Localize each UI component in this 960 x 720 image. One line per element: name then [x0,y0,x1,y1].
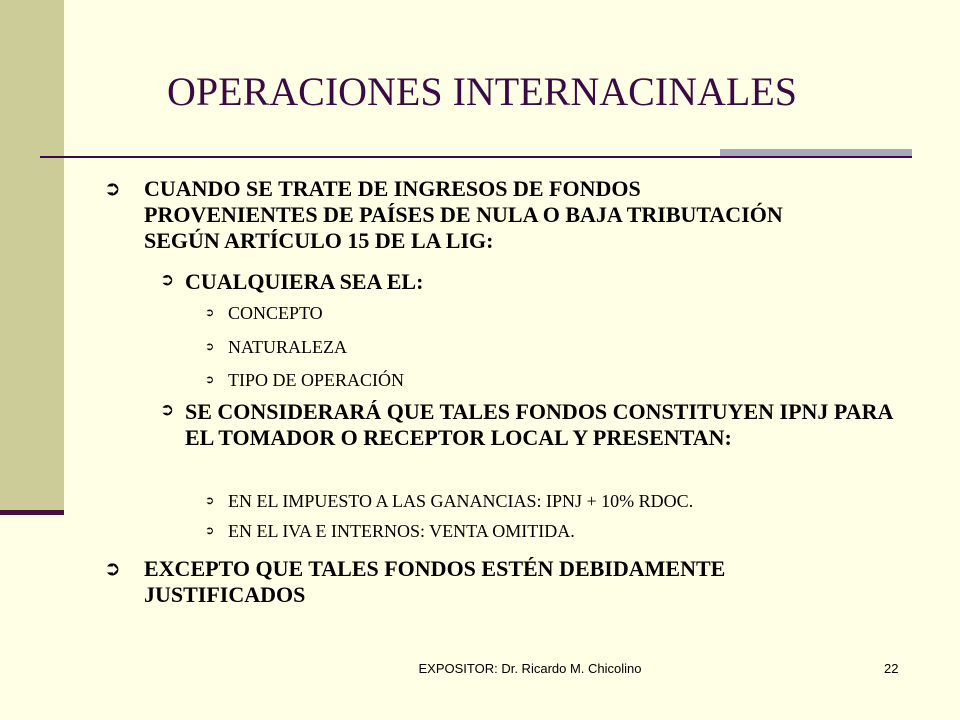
bullet-level-1: CUANDO SE TRATE DE INGRESOS DE FONDOS PROVENIENTES DE PAÍSES DE NULA O BAJA TRIBUTACIÓN SEGÚN ARTÍCULO 15 DE LA LIG: [144,176,783,253]
bullet-level-1: EXCEPTO QUE TALES FONDOS ESTÉN DEBIDAMENTE JUSTIFICADOS [144,556,726,607]
bullet-level-3: TIPO DE OPERACIÓN [228,370,405,390]
title-rule-accent [720,149,912,156]
footer-presenter: EXPOSITOR: Dr. Ricardo M. Chicolino [418,661,642,676]
bullet-level-2: SE CONSIDERARÁ QUE TALES FONDOS CONSTITUYEN IPNJ PARA EL TOMADOR O RECEPTOR LOCAL Y PRESENTAN: [185,399,893,450]
page-number: 22 [884,661,899,676]
bullet-level-3: CONCEPTO [228,303,323,323]
left-decorative-bar [0,0,64,512]
bullet-level-3: NATURALEZA [228,337,347,357]
bullet-level-2: CUALQUIERA SEA EL: [185,269,424,294]
arrow-bullet-icon: ➲ [205,373,215,386]
arrow-bullet-icon: ➲ [205,494,215,507]
slide-title: OPERACIONES INTERNACINALES [167,69,797,114]
arrow-bullet-icon: ➲ [160,400,175,420]
arrow-bullet-icon: ➲ [205,524,215,537]
arrow-bullet-icon: ➲ [104,556,121,580]
arrow-bullet-icon: ➲ [205,340,215,353]
arrow-bullet-icon: ➲ [104,176,121,200]
title-rule [40,156,912,158]
left-bar-underline [0,510,64,515]
arrow-bullet-icon: ➲ [160,270,175,290]
bullet-level-3: EN EL IMPUESTO A LAS GANANCIAS: IPNJ + 10% RDOC. [228,491,694,511]
arrow-bullet-icon: ➲ [205,306,215,319]
bullet-level-3: EN EL IVA E INTERNOS: VENTA OMITIDA. [228,521,575,541]
